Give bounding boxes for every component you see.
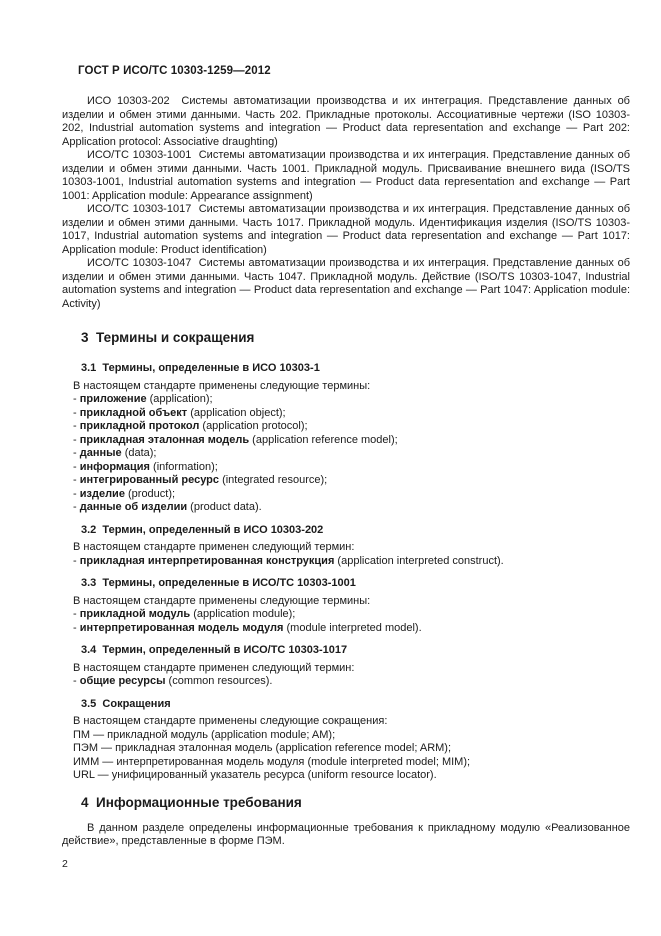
term-name: прикладной протокол	[79, 420, 200, 432]
subsection-3-2	[62, 524, 630, 569]
term-translation: (product);	[124, 487, 176, 500]
subsection-3-1-title: 3.1 Термины, определенные в ИСО 10303-1	[81, 362, 320, 374]
subsection-intro: В настоящем стандарте применены следующие термины:	[73, 379, 371, 392]
term-item	[73, 501, 630, 515]
section-4-title: 4 Информационные требования	[81, 794, 302, 810]
references-block	[62, 95, 634, 311]
subsection-intro: В настоящем стандарте применен следующий термин:	[73, 541, 355, 553]
term-translation: (application interpreted construct).	[334, 554, 504, 567]
term-item	[73, 608, 630, 622]
subsection-3-1	[62, 362, 630, 515]
abbreviation-line: ПЭМ — прикладная эталонная модель (application reference model; ARM);	[73, 742, 452, 754]
reference-paragraph: ИСО/ТС 10303-1001 Системы автоматизации производства и их интеграция. Представление данных об изделии и обмен этими данными. Часть 1001. Прикладной модуль. Присваивание внешнего вида (ISO/TS 10303-1001, Industrial automation systems and integration — Product data representation and exchange — Part 1001: Application module: Appearance assignment)	[62, 149, 634, 202]
subsection-3-3-title: 3.3 Термины, определенные в ИСО/ТС 10303-1001	[81, 577, 356, 589]
term-translation: (application reference model);	[249, 433, 398, 446]
term-item	[73, 488, 630, 502]
term-translation: (information);	[149, 460, 218, 473]
term-name: общие ресурсы	[79, 675, 166, 687]
abbreviation-line: URL — унифицированный указатель ресурса (uniform resource locator).	[73, 769, 437, 781]
subsection-3-5-title: 3.5 Сокращения	[81, 697, 171, 710]
term-name: данные	[79, 447, 122, 459]
subsection-intro: В настоящем стандарте применены следующие сокращения:	[73, 715, 388, 727]
section-4-paragraph: В данном разделе определены информационные требования к прикладному модулю «Реализованное действие», представленные в форме ПЭМ.	[62, 821, 634, 847]
term-translation: (application module);	[190, 608, 296, 620]
term-name: данные об изделии	[79, 501, 188, 513]
subsection-intro: В настоящем стандарте применены следующие термины:	[73, 594, 371, 607]
term-item	[73, 461, 630, 475]
term-translation: (data);	[121, 447, 157, 459]
list-dash: -	[73, 406, 77, 419]
list-dash: -	[73, 474, 77, 486]
reference-paragraph: ИСО/ТС 10303-1017 Системы автоматизации производства и их интеграция. Представление данных об изделии и обмен этими данными. Часть 1017. Прикладной модуль. Идентификация изделия (ISO/TS 10303-1017, Industrial automation systems and integration — Product data representation and exchange — Part 1017: Application module: Product identification)	[62, 203, 634, 256]
term-translation: (common resources).	[165, 675, 273, 687]
subsection-3-5	[62, 698, 630, 783]
term-item	[73, 675, 630, 689]
subsection-3-4-title: 3.4 Термин, определенный в ИСО/ТС 10303-1017	[81, 644, 348, 656]
term-name: прикладной объект	[79, 406, 188, 419]
subsection-intro: В настоящем стандарте применен следующий термин:	[73, 661, 355, 674]
term-translation: (application object);	[187, 406, 286, 419]
list-dash: -	[73, 420, 77, 432]
term-translation: (integrated resource);	[219, 474, 328, 486]
term-name: прикладная эталонная модель	[79, 433, 250, 446]
term-item	[73, 407, 630, 421]
list-dash: -	[73, 447, 77, 459]
subsection-3-3	[62, 577, 630, 635]
term-name: изделие	[79, 487, 125, 500]
term-item	[73, 622, 630, 636]
list-dash: -	[73, 554, 77, 567]
reference-paragraph: ИСО 10303-202 Системы автоматизации производства и их интеграция. Представление данных об изделии и обмен этими данными. Часть 202. Прикладные протоколы. Ассоциативные чертежи (ISO 10303-202, Industrial automation systems and integration — Product data representation and exchange — Part 202: Application protocol: Associative draughting)	[62, 95, 634, 148]
term-name: интерпретированная модель модуля	[79, 621, 284, 634]
term-item	[73, 555, 630, 569]
section-3-title: 3 Термины и сокращения	[81, 330, 255, 345]
term-item	[73, 474, 630, 488]
reference-paragraph: ИСО/ТС 10303-1047 Системы автоматизации производства и их интеграция. Представление данных об изделии и обмен этими данными. Часть 1047. Прикладной модуль. Действие (ISO/TS 10303-1047, Industrial automation systems and integration — Product data representation and exchange — Part 1047: Application module: Activity)	[62, 257, 634, 310]
term-item	[73, 434, 630, 448]
subsection-3-4	[62, 644, 630, 689]
term-name: интегрированный ресурс	[79, 474, 220, 486]
running-header: ГОСТ Р ИСО/ТС 10303-1259—2012	[78, 65, 271, 77]
term-translation: (application);	[146, 393, 213, 405]
term-translation: (module interpreted model).	[283, 621, 422, 634]
list-dash: -	[73, 621, 77, 634]
term-name: приложение	[79, 393, 147, 405]
list-dash: -	[73, 460, 77, 473]
term-name: информация	[79, 460, 150, 473]
page-number: 2	[62, 857, 68, 870]
term-translation: (application protocol);	[199, 420, 308, 432]
list-dash: -	[73, 501, 77, 513]
term-name: прикладной модуль	[79, 608, 191, 620]
list-dash: -	[73, 393, 77, 405]
term-item	[73, 447, 630, 461]
subsection-3-2-title: 3.2 Термин, определенный в ИСО 10303-202	[81, 523, 324, 536]
term-item	[73, 393, 630, 407]
abbreviation-line: ИММ — интерпретированная модель модуля (module interpreted model; MIM);	[73, 755, 471, 768]
list-dash: -	[73, 675, 77, 687]
list-dash: -	[73, 487, 77, 500]
abbreviation-line: ПМ — прикладной модуль (application module; AM);	[73, 728, 336, 741]
term-translation: (product data).	[187, 501, 262, 513]
term-name: прикладная интерпретированная конструкция	[79, 554, 335, 567]
list-dash: -	[73, 608, 77, 620]
list-dash: -	[73, 433, 77, 446]
term-item	[73, 420, 630, 434]
